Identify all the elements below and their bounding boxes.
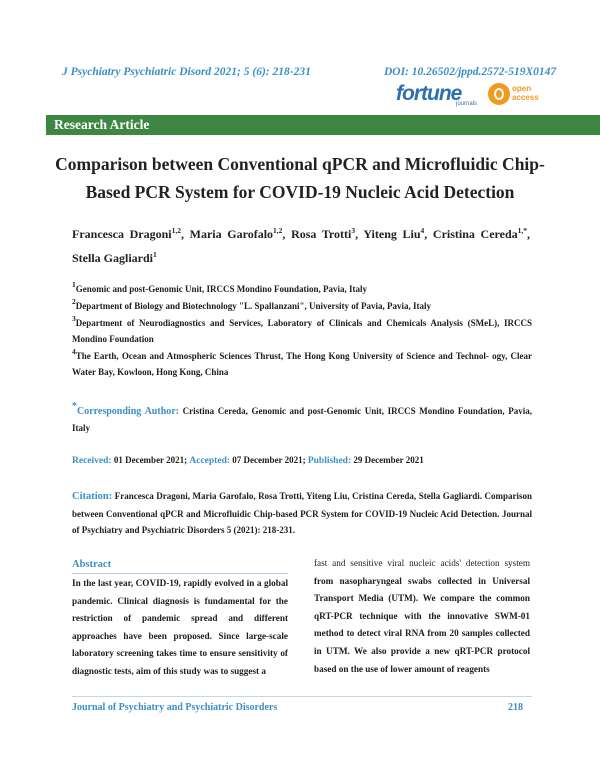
author: Yiteng Liu — [363, 227, 421, 241]
affiliation-4: $^4$The Earth, Ocean and Atmospheric Sciences Thrust, The Hong Kong University of Science and Technol- ogy, Clear Water Bay, Kowloon, Hong Kong, China — [72, 347, 532, 377]
affiliation-1: $^1$Genomic and post-Genomic Unit, IRCCS Mondino Foundation, Pavia, Italy — [72, 280, 368, 294]
journal-reference: J Psychiatry Psychiatric Disord 2021; 5 (6): 218-231 — [62, 66, 311, 78]
abstract-rule — [72, 573, 288, 574]
article-type: Research Article — [54, 117, 150, 132]
author: Maria Garofalo — [189, 227, 274, 241]
author-list: Francesca Dragoni$^{1,2}$, Maria Garofalo$^{1,2}$, Rosa Trotti$^3$, Yiteng Liu$^4$, Cristina Cereda$^{1,*}$, Stella Gagliardi$^1$ — [72, 226, 531, 265]
footer-journal: Journal of Psychiatry and Psychiatric Disorders — [72, 702, 278, 713]
corresponding-label: Corresponding Author: — [77, 406, 180, 417]
page-number: 218 — [508, 702, 523, 713]
citation: Citation: Francesca Dragoni, Maria Garofalo, Rosa Trotti, Yiteng Liu, Cristina Cereda, Stella Gagliardi. Comparison between Conventional qPCR and Microfluidic Chip-based PCR System for COVID-19 Nucleic Acid Detection. Journal of Psychiatry and Psychiatric Disorders 5 (2021): 218-231. — [72, 491, 533, 535]
open-access-text: open access — [512, 84, 539, 102]
author: Cristina Cereda — [432, 227, 518, 241]
abstract-text-left: In the last year, COVID-19, rapidly evolved in a global pandemic. Clinical diagnosis is fundamental for the restriction of pandemic spread and different approaches have been proposed. Since large-scale laboratory screening takes time to ensure sensitivity of diagnostic tests, aim of this study was to suggest a — [72, 578, 288, 676]
fortune-logo-text: fortune — [396, 82, 462, 105]
abstract-text-right: fast and sensitive viral nucleic acids' detection system from nasopharyngeal swabs collected in Universal Transport Media (UTM). We compare the common qRT-PCR technique with the innovative SWM-01 method to detect viral RNA from 20 samples collected in UTM. We also provide a new qRT-PCR protocol based on the use of lower amount of reagents — [314, 558, 530, 674]
author: Francesca Dragoni — [72, 227, 172, 241]
open-access-icon — [488, 83, 510, 105]
journals-logo-text: journals — [456, 101, 478, 107]
corresponding-author: *Corresponding Author: Cristina Cereda, Genomic and post-Genomic Unit, IRCCS Mondino Foundation, Pavia, Italy — [72, 401, 533, 433]
article-type-bar — [46, 115, 600, 135]
doi-link[interactable]: DOI: 10.26502/jppd.2572-519X0147 — [384, 66, 557, 78]
publisher-logo — [396, 80, 544, 112]
citation-label: Citation: — [72, 491, 113, 502]
affiliation-3: $^3$Department of Neurodiagnostics and Services, Laboratory of Clinicals and Chemicals Analysis (SMeL), IRCCS Mondino Foundation — [72, 314, 532, 344]
publication-dates: Received: 01 December 2021; Accepted: 07 December 2021; Published: 29 December 2021 — [72, 455, 424, 466]
affiliation-2: $^2$Department of Biology and Biotechnology "L. Spallanzani", University of Pavia, Pavia, Italy — [72, 297, 431, 311]
footer-rule — [72, 696, 532, 697]
author: Stella Gagliardi — [72, 251, 153, 265]
abstract-heading: Abstract — [72, 559, 112, 570]
author: Rosa Trotti — [291, 227, 352, 241]
article-title: Comparison between Conventional qPCR and Microfluidic Chip-Based PCR System for COVID-19 Nucleic Acid Detection — [55, 154, 545, 202]
